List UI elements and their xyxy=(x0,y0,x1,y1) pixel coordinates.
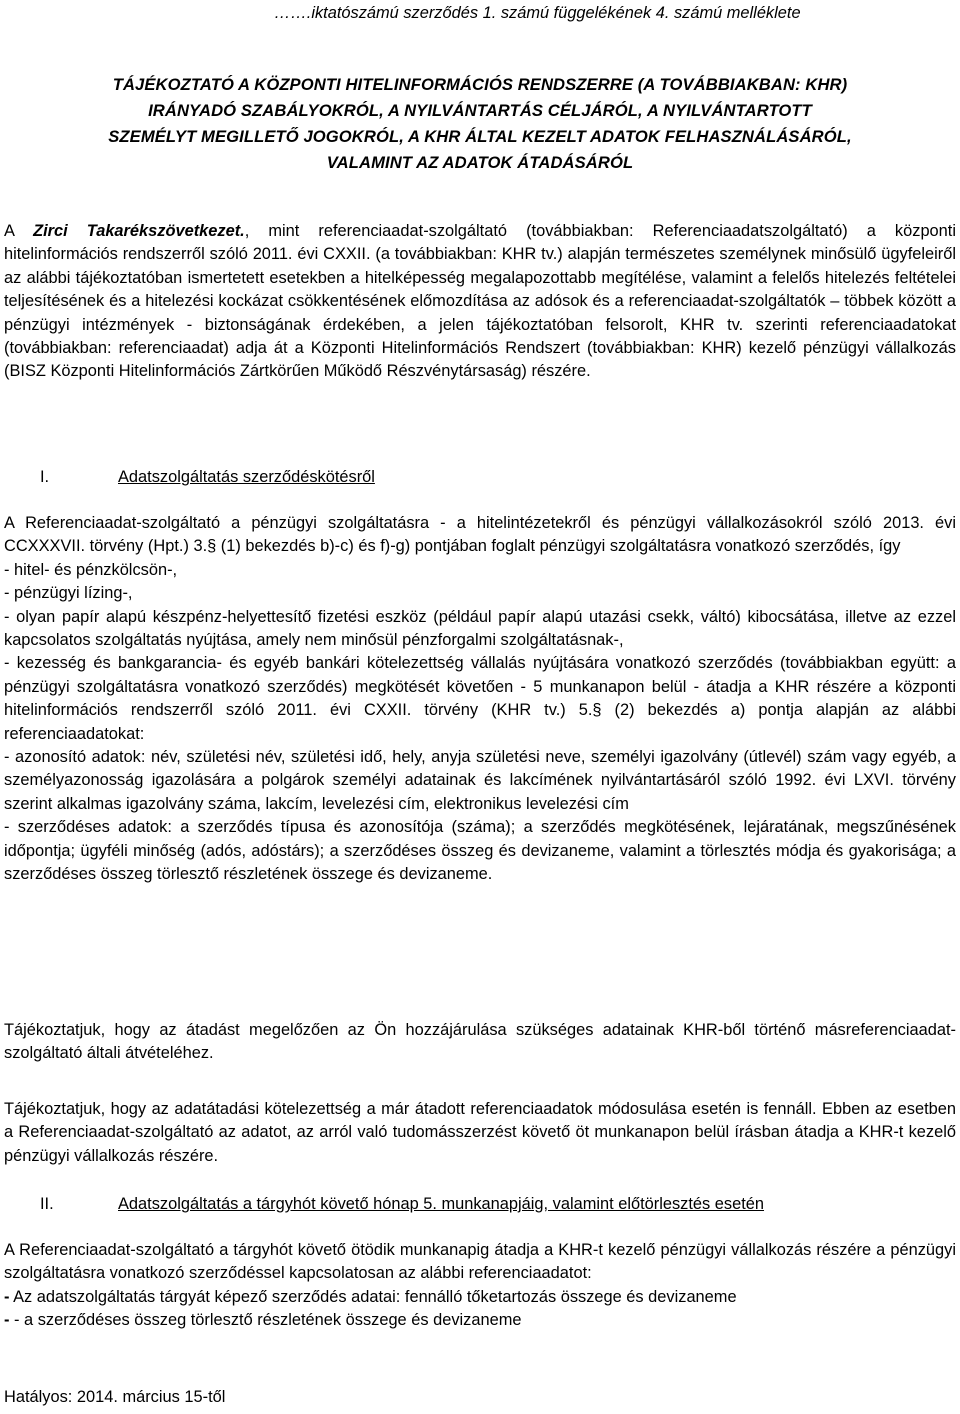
title-line: IRÁNYADÓ SZABÁLYOKRÓL, A NYILVÁNTARTÁS CÉLJÁRÓL, A NYILVÁNTARTOTT xyxy=(148,101,812,120)
intro-paragraph xyxy=(4,220,956,384)
paragraph: A Referenciaadat-szolgáltató a pénzügyi szolgáltatásra - a hitelintézetekről és pénzügyi vállalkozásokról szóló 2013. évi CCXXXVII. törvény (Hpt.) 3.§ (1) bekezdés b)-c) és f)-g) pontjában foglalt pénzügyi szolgáltatásra vonatkozó szerződés, így xyxy=(4,514,956,556)
attachment-reference: …….iktatószámú szerződés 1. számú függelékének 4. számú melléklete xyxy=(274,4,801,22)
section-heading-1 xyxy=(40,466,375,489)
modification-paragraph: Tájékoztatjuk, hogy az adatátadási kötelezettség a már átadott referenciaadatok módosulása esetén is fennáll. Ebben az esetben a Referenciaadat-szolgáltató az adatot, az arról való tudomásszerzést követő öt munkanapon belül írásban átadja a KHR-t kezelő pénzügyi vállalkozás részére. xyxy=(4,1100,956,1165)
list-item: - szerződéses adatok: a szerződés típusa és azonosítója (száma); a szerződés megkötésének, lejáratának, megszűnésének időpontja; ügyféli minőség (adós, adóstárs); a szerződéses összeg és devizaneme, valamint a törlesztés módja és gyakorisága; a szerződéses összeg törlesztő részletének összege és devizaneme. xyxy=(4,818,956,884)
section-title: Adatszolgáltatás szerződéskötésről xyxy=(118,468,375,486)
title-line: SZEMÉLYT MEGILLETŐ JOGOKRÓL, A KHR ÁLTAL KEZELT ADATOK FELHASZNÁLÁSÁRÓL, xyxy=(108,127,852,146)
title-line: TÁJÉKOZTATÓ A KÖZPONTI HITELINFORMÁCIÓS RENDSZERRE (A TOVÁBBIAKBAN: KHR) xyxy=(112,75,848,94)
list-item: - pénzügyi lízing-, xyxy=(4,584,133,603)
section-number: I. xyxy=(40,468,50,486)
section-1-body xyxy=(4,512,956,887)
list-item: - hitel- és pénzkölcsön-, xyxy=(4,560,178,579)
consent-paragraph: Tájékoztatjuk, hogy az átadást megelőzően az Ön hozzájárulása szükséges adatainak KHR-ből történő másreferenciaadat-szolgáltató általi átvételéhez. xyxy=(4,1021,956,1063)
company-name: Zirci Takarékszövetkezet. xyxy=(33,222,245,240)
paragraph: A Referenciaadat-szolgáltató a tárgyhót követő ötödik munkanapig átadja a KHR-t kezelő pénzügyi vállalkozás részére a pénzügyi szolgáltatásra vonatkozó szerződéssel kapcsolatosan az alábbi referenciaadatot: xyxy=(4,1241,956,1283)
document-title xyxy=(4,72,956,176)
list-item: - Az adatszolgáltatás tárgyát képező szerződés adatai: fennálló tőketartozás összege és devizaneme xyxy=(4,1287,737,1306)
section-heading-2 xyxy=(40,1193,764,1216)
section-2-body xyxy=(4,1239,956,1333)
list-item: - olyan papír alapú készpénz-helyettesítő fizetési eszköz (például papír alapú utazási csekk, váltó) kibocsátása, illetve az ezzel kapcsolatos szolgáltatás nyújtása, amely nem minősül pénzforgalmi szolgáltatásnak-, xyxy=(4,607,956,650)
list-item: - - a szerződéses összeg törlesztő részletének összege és devizaneme xyxy=(4,1311,522,1330)
title-line: VALAMINT AZ ADATOK ÁTADÁSÁRÓL xyxy=(326,153,634,172)
list-item: - azonosító adatok: név, születési név, születési idő, hely, anyja születési neve, személyi igazolvány (útlevél) szám vagy egyéb, a személyazonosság igazolására a polgárok személyi adatainak és lakcímének nyilvántartásáról szóló 1992. évi LXVI. törvény szerint alkalmas igazolvány száma, lakcím, levelezési cím, elektronikus levelezési cím xyxy=(4,748,956,813)
effective-date: Hatályos: 2014. március 15-től xyxy=(4,1388,226,1406)
list-item: - kezesség és bankgarancia- és egyéb bankári kötelezettség vállalás nyújtására vonatkozó szerződés (továbbiakban együtt: a pénzügyi szolgáltatásra vonatkozó szerződés) megkötését követően - 5 munkanapon belül - átadja a KHR részére a központi hitelinformációs rendszerről szóló 2011. évi CXXII. törvény (KHR tv.) 5.§ (2) bekezdés a) pontja alapján az alábbi referenciaadatokat: xyxy=(4,654,956,743)
intro-text: , mint referenciaadat-szolgáltató (továbbiakban: Referenciaadatszolgáltató) a központi hitelinformációs rendszerről szóló 2011. évi CXXII. (a továbbiakban: KHR tv.) alapján természetes személynek minősülő ügyfeleiről az alábbi tájékoztatóban ismertetett esetekben a hitelképesség megalapozottabb megítélése, valamint a felelős hitelezés feltételei teljesítésének és a hitelezési kockázat csökkentésének előmozdítása az adósok és a referenciaadat-szolgáltatók – többek között a pénzügyi intézmények - biztonságának érdekében, a jelen tájékoztatóban felsorolt, KHR tv. szerinti referenciaadatokat (továbbiakban: referenciaadat) adja át a Központi Hitelinformációs Rendszert (továbbiakban: KHR) kezelő pénzügyi vállalkozás (BISZ Központi Hitelinformációs Zártkörűen Működő Részvénytársaság) részére. xyxy=(4,222,956,381)
section-title: Adatszolgáltatás a tárgyhót követő hónap 5. munkanapjáig, valamint előtörlesztés esetén xyxy=(118,1195,765,1213)
intro-prefix: A xyxy=(4,222,34,240)
section-number: II. xyxy=(40,1195,54,1213)
